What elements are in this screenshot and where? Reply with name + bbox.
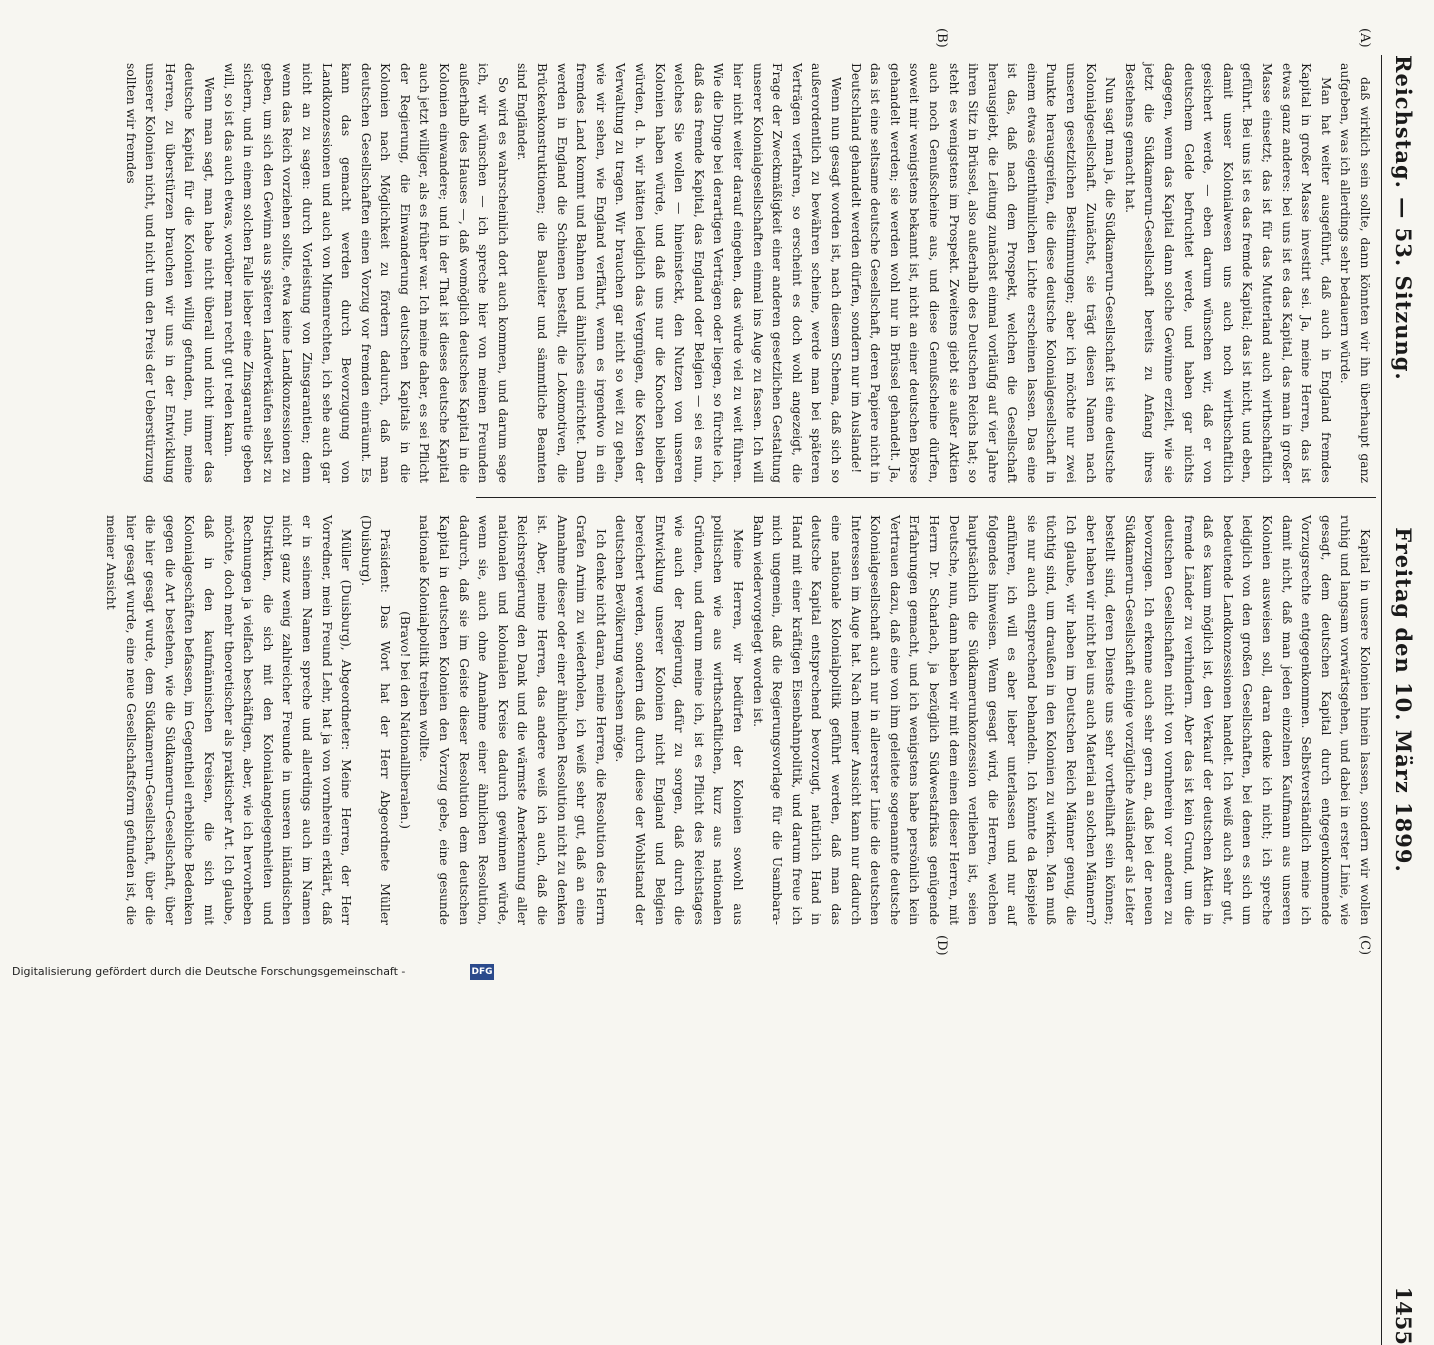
header-session: Reichstag. — 53. Sitzung. [1391,55,1416,381]
text-column-right [104,515,1374,925]
footer-credit: Digitalisierung gefördert durch die Deutsche Forschungsgemeinschaft - [12,965,406,978]
dfg-logo: DFG [470,964,494,980]
paragraph: So wird es wahrscheinlich dort auch kommen, und darum sage ich, wir wünschen — ich spreche hier von meinen Freunden außerhalb des Hauses —, daß womöglich deutsches Kapital in die Kolonien einwandere; und in der That ist dieses deutsche Kapital auch jetzt williger, als es früher war. Ich meine daher, es sei Pflicht der Regierung, die Einwanderung deutschen Kapitals in die Kolonien nach Möglichkeit zu fördern dadurch, daß man deutschen Gesellschaften einen Vorzug vor fremden einräumt. Es kann das gemacht werden durch Bevorzugung von Landkonzessionen und auch von Minenrechten, ich sehe auch gar nicht an zu sagen: durch Vorleistung von Zinsgarantien; denn wenn das Reich vorziehen sollte, etwa keine Landkonzessionen zu geben, um sich den Gewinn aus späteren Landverkäufen selbst zu sichern, und in einem solchen Falle lieber eine Zinsgarantie geben will, so ist das auch etwas, worüber man recht gut reden kann. [221,63,510,483]
column-divider [476,497,1376,498]
page-number: 1455 [1391,1286,1416,1345]
paragraph: Kapital in unsere Kolonien hinein lassen, sondern wir wollen ruhig und langsam vorwärtsgehen, und dabei in erster Linie, wie gesagt, dem deutschen Kapital durch entgegenkommende Vorzugsrechte entgegenkommen. Selbstverständlich meine ich damit nicht, daß man jeden einzelnen Kaufmann aus unseren Kolonien ausweisen soll, daran denke ich nicht; ich spreche lediglich von den großen Gesellschaften, bei denen es sich um bedeutende Landkonzessionen handelt. Ich weiß auch sehr gut, daß es kaum möglich ist, den Verkauf der deutschen Aktien in fremde Länder zu verhindern. Aber das ist kein Grund, um die deutschen Gesellschaften nicht von vornherein vor anderen zu bevorzugen. Ich erkenne auch sehr gern an, daß bei der neuen Südkamerun-Gesellschaft einige vorzügliche Ausländer als Leiter bestellt sind, deren Dienste uns sehr vortheilhaft sein können; aber haben wir nicht bei uns auch Material an solchen Männern? Ich glaube, wir haben im Deutschen Reich Männer genug, die tüchtig sind, um draußen in den Kolonien zu wirken. Man muß sie nur auch entsprechend behandeln. Ich könnte da Beispiele anführen, ich will es aber lieber unterlassen und nur auf folgendes hinweisen. Wenn gesagt wird, die Herren, welchen hauptsächlich die Südkamerunkonzession verliehen ist, seien Deutsche, nun, dann haben wir mit dem einen dieser Herren, mit Herrn Dr. Scharlach, ja bezüglich Südwestafrikas genügende Erfahrungen gemacht, und ich wenigstens habe persönlich kein Vertrauen dazu, daß eine von ihm geleitete sogenannte deutsche Kolonialgesellschaft auch nur in allererster Linie die deutschen Interessen im Auge hat. Nach meiner Ansicht kann nur dadurch eine nationale Kolonialpolitik geführt werden, daß man das deutsche Kapital entsprechend bevorzugt, natürlich Hand in Hand mit einer kräftigen Eisenbahnpolitik, und darum freue ich mich ungemein, daß die Regierungsvorlage für die Usambara-Bahn wiedervorgelegt worden ist. [750,515,1372,925]
text-column-left [123,63,1374,483]
page-footer [0,962,1434,986]
paragraph: Nun sagt man ja, die Südkamerun-Gesellschaft ist eine deutsche Kolonialgesellschaft. Zunächst, sie trägt diesen Namen nach unseren gesetzlichen Bestimmungen; aber ich möchte nur zwei Punkte herausgreifen, die diese deutsche Kolonialgesellschaft in einem etwas eigenthümlichen Lichte erscheinen lassen. Das eine ist das, daß nach dem Prospekt, welchen die Gesellschaft herausgiebt, die Leitung zunächst einmal vorläufig auf vier Jahre ihren Sitz in Brüssel, also außerhalb des Deutschen Reichs hat; so steht es wenigstens im Prospekt. Zweitens giebt sie außer Aktien auch noch Genußscheine aus, und diese Genußscheine dürfen, soweit mir wenigstens bekannt ist, nicht an einer deutschen Börse gehandelt werden; sie werden wohl nur in Brüssel gehandelt. Ja, das ist eine seltsame deutsche Gesellschaft, deren Papiere nicht in Deutschland gehandelt werden dürfen, sondern nur im Auslande! [848,63,1118,483]
header-date: Freitag den 10. März 1899. [1391,527,1416,873]
paragraph: daß wirklich sein sollte, dann könnten wir ihn überhaupt ganz aufgeben, was ich allerdings sehr bedauern würde. [1338,63,1372,483]
paragraph: Man hat weiter ausgeführt, daß auch in England fremdes Kapital in großer Masse investirt sei. Ja, meine Herren, das ist etwas ganz anderes: bei uns ist es das Kapital, das man in großer Masse einsetzt; das ist für das Mutterland auch wirthschaftlich geführt. Bei uns ist es das fremde Kapital; das ist nicht, und eben, damit unser Kolonialwesen uns auch noch wirthschaftlich gesichert werde, — eben darum wünschen wir, daß er von deutschem Gelde befruchtet werde, und haben gar nichts dagegen, wenn das Kapital dann solche Gewinne erzielt, wie sie jetzt die Südkamerun-Gesellschaft bereits zu Anfang ihres Bestehens gemacht hat. [1122,63,1333,483]
speaker-line: Präsident: Das Wort hat der Herr Abgeordnete Müller (Duisburg). [358,515,393,925]
applause-note: (Bravo! bei den Nationalliberalen.) [397,611,412,829]
paragraph: Müller (Duisburg), Abgeordneter: Meine Herren, der Herr Vorredner, mein Freund Lehr, hat ja von vornherein erklärt, daß er in seinem Namen spreche und allerdings auch im Namen nicht ganz wenig zahlreicher Freunde in unseren inländischen Distrikten, die sich mit den Kolonialangelegenheiten und Rechnungen ja vielfach beschäftigen, aber, wie ich hervorheben möchte, doch mehr theoretischer als praktischer Art. Ich glaube, daß in den kaufmännischen Kreisen, die sich mit Kolonialgeschäften befassen, im Gegentheil erhebliche Bedenken gegen die Art bestehen, wie die Südkamerun-Gesellschaft, über die hier gesagt wurde, dem Südkamerun-Gesellschaft, über die hier gesagt wurde, eine neue Gesellschaftsform gefunden ist, die meiner Ansicht [104,515,354,925]
header-rule [1381,55,1382,1345]
margin-marker-a: (A) [1357,28,1372,48]
paragraph: Wenn nun gesagt worden ist, nach diesem Schema, daß sich so außerordentlich zu bewähren scheine, werde man bei späteren Verträgen verfahren, so erscheint es doch wohl angezeigt, die Frage der Zweckmäßigkeit einer anderen gesetzlichen Gestaltung unserer Kolonialgesellschaften einmal ins Auge zu fassen. Ich will hier nicht weiter darauf eingehen, das würde viel zu weit führen. Wie die Dinge bei derartigen Verträgen oder liegen, so fürchte ich, daß das fremde Kapital, das England oder Belgien — sei es nun, welches Sie wollen — hineinsteckt, den Nutzen von unseren Kolonien haben würde, und daß uns nur die Knochen bleiben würden, d. h. wir hätten lediglich das Vergnügen, die Kosten der Verwaltung zu tragen. Wir brauchen gar nicht so weit zu gehen, wie wir sehen, wie England verfährt, wenn es irgendwo in ein fremdes Land kommt und Bahnen und ähnliches einrichtet. Dann werden in England die Schienen bestellt, die Lokomotiven, die Brückenkonstruktionen; die Bauleiter und sämmtliche Beamten sind Engländer. [515,63,843,483]
margin-marker-c: (C) [1357,935,1372,956]
paragraph: Meine Herren, wir bedürfen der Kolonien sowohl aus politischen wie aus wirthschaftlichen, kurz aus nationalen Gründen, und darum meine ich, ist es Pflicht des Reichstages wie auch der Regierung, dafür zu sorgen, daß durch die Entwicklung unserer Kolonien nicht England und Belgien bereichert werden, sondern daß durch diese der Wohlstand der deutschen Bevölkerung wachsen möge. [613,515,745,925]
paragraph: Wenn man sagt, man habe nicht überall und nicht immer das deutsche Kapital für die Kolonien willig gefunden, nun, meine Herren, zu überstürzen brauchen wir uns in der Entwicklung unserer Kolonien nicht, und nicht um den Preis der Ueberstürzung sollten wir fremdes [123,63,216,483]
paragraph: Ich denke nicht daran, meine Herren, die Resolution des Herrn Grafen Arnim zu wiederholen, ich weiß sehr gut, daß an eine Annahme dieser oder einer ähnlichen Resolution nicht zu denken ist. Aber, meine Herren, das andere weiß ich auch, daß die Reichsregierung den Dank und die wärmste Anerkennung aller nationalen und kolonialen Kreise dadurch gewinnen würde, wenn sie, auch ohne Annahme einer ähnlichen Resolution, dadurch, daß sie im Geiste dieser Resolution dem deutschen Kapital in deutschen Kolonien den Vorzug gebe, eine gesunde nationale Kolonialpolitik treiben wollte. [417,515,608,925]
page-header [1384,55,1422,1345]
margin-marker-b: (B) [934,28,949,48]
margin-marker-d: (D) [934,935,949,956]
